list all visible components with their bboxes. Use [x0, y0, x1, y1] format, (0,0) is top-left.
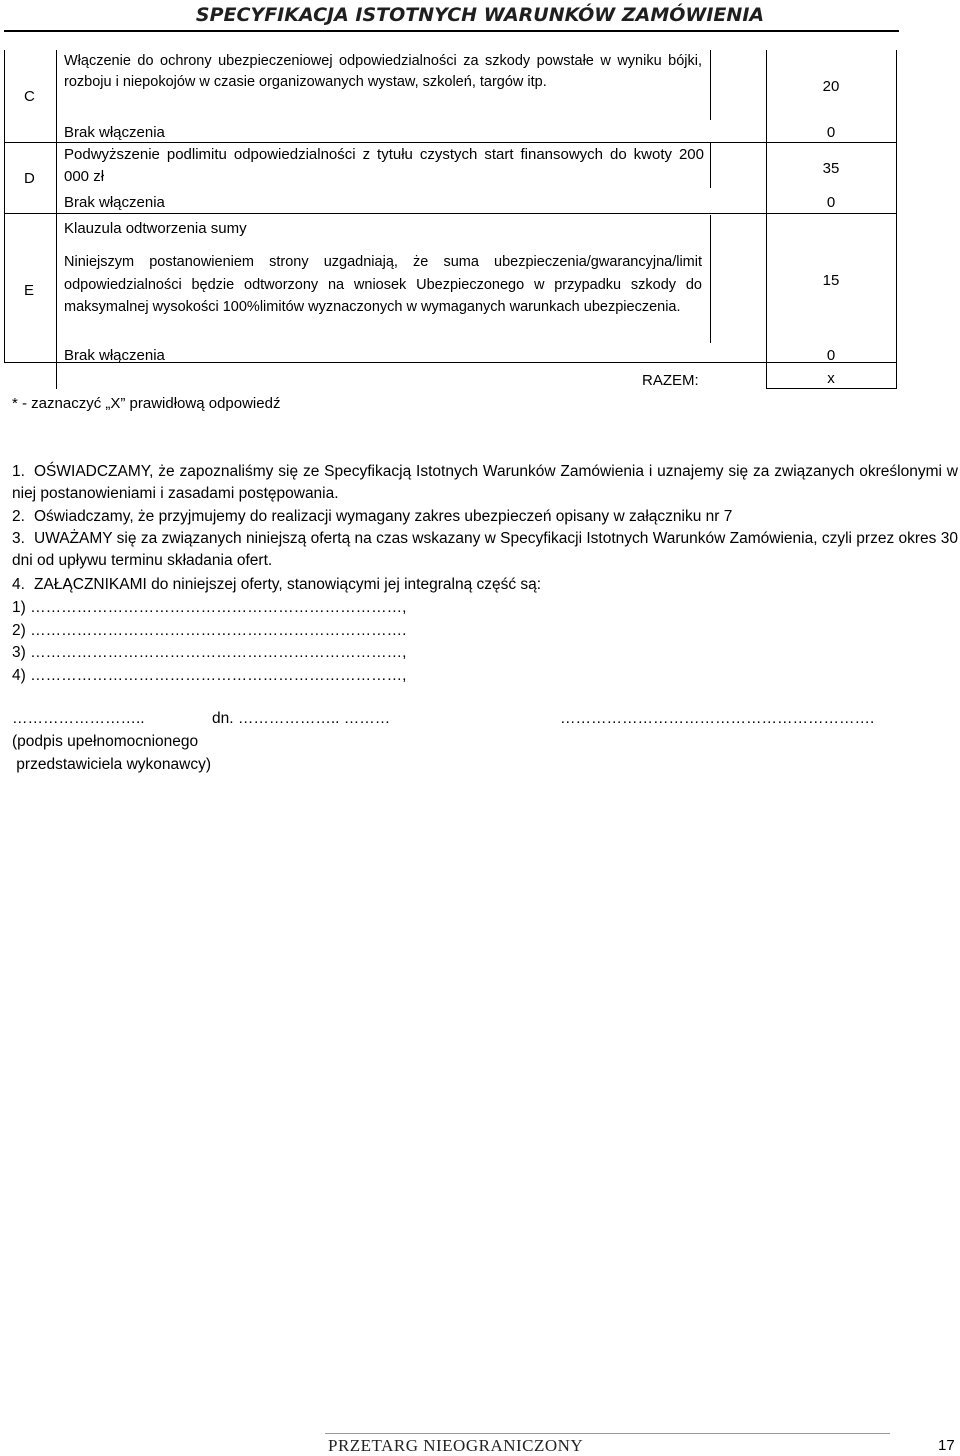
row-points: 15 — [822, 272, 840, 289]
no-inclusion-points: 0 — [826, 124, 836, 141]
footer-rule — [325, 1433, 890, 1434]
table-line — [766, 50, 767, 389]
total-label: RAZEM: — [642, 372, 699, 389]
header-rule — [4, 30, 899, 32]
table-line — [896, 50, 897, 389]
signature-caption: (podpis upełnomocnionego — [12, 733, 199, 750]
attachment-line: 1) ………………………………………………………………, — [12, 599, 407, 616]
total-value: x — [827, 370, 835, 387]
row-points: 35 — [822, 160, 840, 177]
table-line — [710, 50, 711, 120]
no-inclusion-label: Brak włączenia — [64, 124, 165, 141]
row-letter: C — [24, 88, 35, 105]
attachment-line: 3) ………………………………………………………………, — [12, 644, 407, 661]
footer-title: PRZETARG NIEOGRANICZONY — [328, 1436, 584, 1455]
row-description: Włączenie do ochrony ubezpieczeniowej odpowiedzialności za szkody powstałe w wyniku bójki, rozboju i niepokojów w czasie organizowanych wystaw, szkoleń, targów itp. — [64, 53, 702, 90]
statement-number: 2. — [12, 508, 25, 525]
table-line — [710, 215, 711, 343]
attachment-line: 2) ………………………………………………………………. — [12, 622, 407, 639]
date-field: dn. ……………….. ……… — [212, 710, 391, 727]
page-number: 17 — [938, 1437, 955, 1454]
no-inclusion-label: Brak włączenia — [64, 194, 165, 211]
attachment-line: 4) ………………………………………………………………, — [12, 667, 407, 684]
statement-1 — [12, 461, 958, 505]
statement-number: 4. — [12, 576, 25, 593]
statement-text: OŚWIADCZAMY, że zapoznaliśmy się ze Specyfikacją Istotnych Warunków Zamówienia i uznajemy się za związanych określonymi w niej postanowieniami i zasadami postępowania. — [12, 463, 958, 502]
row-points: 20 — [822, 78, 840, 95]
row-letter: E — [24, 282, 35, 299]
statement-3 — [12, 528, 958, 572]
place-field: …………………….. — [12, 710, 145, 727]
answer-note: * - zaznaczyć „X” prawidłową odpowiedź — [12, 395, 281, 412]
statement-text: ZAŁĄCZNIKAMI do niniejszej oferty, stanowiącymi jej integralną część są: — [34, 576, 542, 593]
statement-text: Oświadczamy, że przyjmujemy do realizacji wymagany zakres ubezpieczeń opisany w załączniku nr 7 — [34, 508, 733, 525]
page-header-title: SPECYFIKACJA ISTOTNYCH WARUNKÓW ZAMÓWIENIA — [195, 4, 765, 26]
statement-text: UWAŻAMY się za związanych niniejszą ofertą na czas wskazany w Specyfikacji Istotnych Warunków Zamówienia, czyli przez okres 30 dni od upływu terminu składania ofert. — [12, 530, 958, 569]
table-line — [56, 50, 57, 389]
table-line — [4, 50, 5, 363]
statement-number: 3. — [12, 530, 25, 547]
clause-title: Klauzula odtworzenia sumy — [64, 220, 247, 237]
row-letter: D — [24, 170, 35, 187]
signature-field: ……………………………………………………. — [560, 710, 875, 727]
table-line — [710, 143, 711, 188]
row-description: Niniejszym postanowieniem strony uzgadniają, że suma ubezpieczenia/gwarancyjna/limit odpowiedzialności będzie odtworzony na wniosek Ubezpieczonego w przypadku szkody do maksymalnej wysokości 100%limitów wyznaczonych w wymaganych warunkach ubezpieczenia. — [64, 254, 702, 315]
no-inclusion-points: 0 — [826, 194, 836, 211]
statement-2 — [12, 506, 958, 528]
table-line — [766, 388, 897, 389]
no-inclusion-label: Brak włączenia — [64, 347, 165, 364]
statement-4 — [12, 574, 958, 596]
row-description: Podwyższenie podlimitu odpowiedzialności z tytułu czystych start finansowych do kwoty 200 000 zł — [64, 146, 704, 185]
signature-caption: przedstawiciela wykonawcy) — [12, 756, 211, 773]
statement-number: 1. — [12, 463, 25, 480]
no-inclusion-points: 0 — [826, 347, 836, 364]
